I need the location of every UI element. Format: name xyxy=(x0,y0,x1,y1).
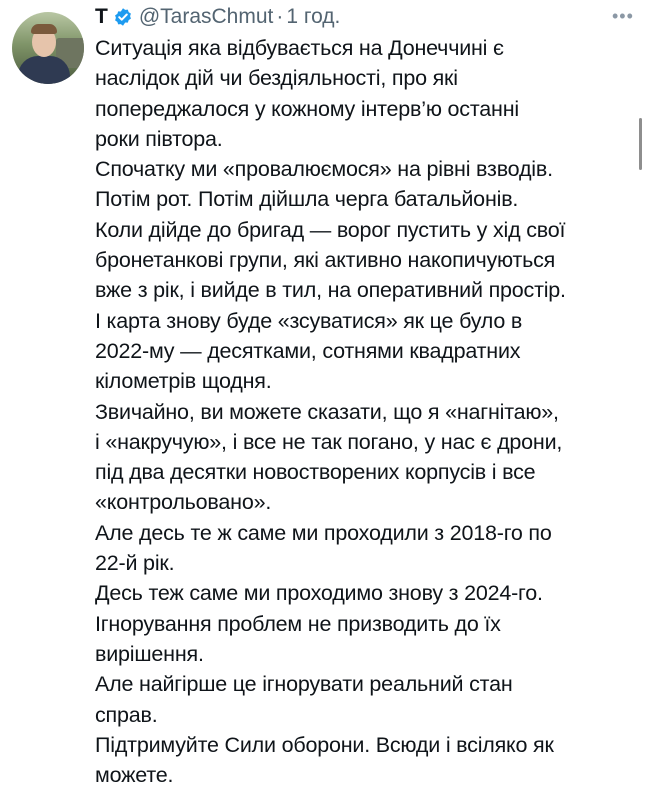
tweet-text-line: 22-й рік. xyxy=(95,551,175,576)
tweet-text-line: «контрольовано». xyxy=(95,490,272,515)
author-name[interactable]: T xyxy=(95,5,108,28)
tweet-text-line: 2022-му — десятками, сотнями квадратних xyxy=(95,338,521,363)
tweet-text-line: вирішення. xyxy=(95,641,204,666)
tweet-text-line: можете. xyxy=(95,763,174,788)
tweet-text-line: Але найгірше це ігнорувати реальний стан xyxy=(95,672,513,697)
tweet-text-line: справ. xyxy=(95,702,158,727)
tweet-text xyxy=(95,33,566,790)
tweet-text-line: і «накручую», і все не так погано, у нас є дрони, xyxy=(95,429,563,454)
tweet-text-line: Спочатку ми «провалюємося» на рівні взводів. xyxy=(95,157,553,182)
tweet-text-line: бронетанкові групи, які активно накопичуються xyxy=(95,248,556,273)
tweet-header xyxy=(95,2,340,32)
author-handle[interactable]: @TarasChmut xyxy=(138,5,274,28)
more-horizontal-icon[interactable]: ••• xyxy=(612,6,634,26)
scrollbar[interactable] xyxy=(639,118,642,170)
avatar[interactable] xyxy=(12,12,84,84)
tweet-text-line: Потім рот. Потім дійшла черга батальйонів. xyxy=(95,187,519,212)
tweet-text-line: вже з рік, і вийде в тил, на оперативний простір. xyxy=(95,278,566,303)
tweet-text-line: Ігнорування проблем не призводить до їх xyxy=(95,611,501,636)
tweet-text-line: під два десятки новостворених корпусів і все xyxy=(95,460,536,485)
tweet-timestamp[interactable]: 1 год. xyxy=(286,5,341,28)
tweet-text-line: Коли дійде до бригад — ворог пустить у хід свої xyxy=(95,217,566,242)
avatar-hair xyxy=(31,24,57,34)
tweet-text-line: Підтримуйте Сили оборони. Всюди і всіляко як xyxy=(95,732,554,757)
tweet-text-line: роки півтора. xyxy=(95,126,223,151)
avatar-body xyxy=(18,56,70,84)
separator-dot: · xyxy=(276,5,284,28)
tweet-text-line: Десь теж саме ми проходимо знову з 2024-го. xyxy=(95,581,543,606)
tweet-text-line: попереджалося у кожному інтерв’ю останні xyxy=(95,96,519,121)
tweet-text-line: Звичайно, ви можете сказати, що я «нагнітаю», xyxy=(95,399,559,424)
tweet-text-line: Але десь те ж саме ми проходили з 2018-го по xyxy=(95,520,552,545)
tweet-text-line: І карта знову буде «зсуватися» як це було в xyxy=(95,308,523,333)
tweet-text-line: Ситуація яка відбувається на Донеччині є xyxy=(95,36,504,60)
tweet-text-line: кілометрів щодня. xyxy=(95,369,272,394)
tweet-text-line: наслідок дій чи бездіяльності, про які xyxy=(95,66,458,91)
verified-badge-icon xyxy=(113,7,133,27)
